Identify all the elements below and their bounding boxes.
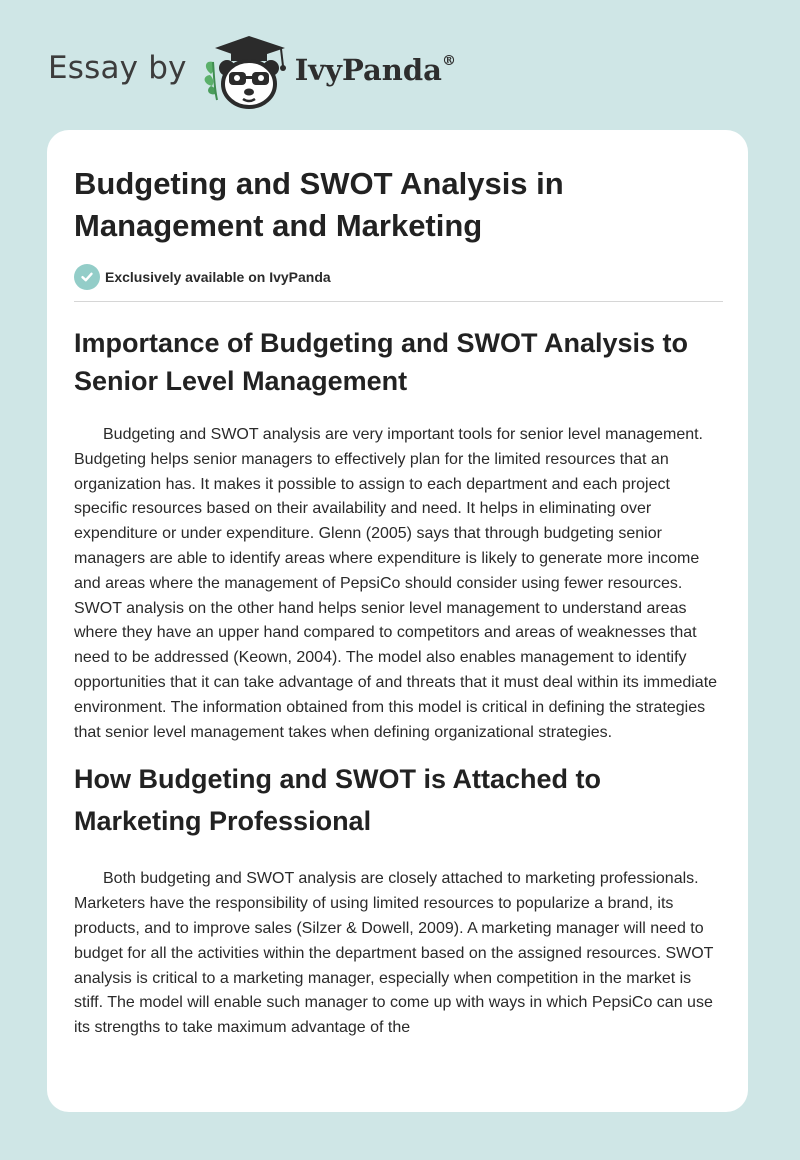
section-paragraph: Both budgeting and SWOT analysis are closely attached to marketing professionals. Marketers have the responsibility of using limited resources to popularize a brand, its products, and to improve sales (Silzer & Dowell, 2009). A marketing manager will need to budget for all the activities within the department based on the assigned resources. SWOT analysis is critical to a marketing manager, especially when competition in the market is stiff. The model will enable such manager to come up with ways in which PepsiCo can use its strengths to take maximum advantage of the [74, 870, 714, 1037]
essay-content [74, 163, 724, 1041]
section-heading: How Budgeting and SWOT is Attached to Marketing Professional [74, 764, 601, 837]
registered-mark: ® [441, 53, 456, 70]
essay-by-label: Essay by [48, 50, 187, 86]
divider [74, 301, 723, 302]
essay-card [47, 130, 748, 1112]
essay-title: Budgeting and SWOT Analysis in Management and Marketing [74, 166, 564, 243]
check-icon [74, 264, 100, 290]
brand-name[interactable]: IvyPanda® [294, 53, 456, 87]
exclusive-badge [74, 264, 724, 290]
exclusive-badge-label: Exclusively available on IvyPanda [105, 269, 331, 285]
site-header [48, 34, 456, 110]
section-paragraph: Budgeting and SWOT analysis are very important tools for senior level management. Budgeting helps senior managers to effectively plan for the limited resources that an organization has. It makes it possible to assign to each department and each project specific resources based on their availability and need. It helps in eliminating over expenditure or under expenditure. Glenn (2005) says that through budgeting senior managers are able to identify areas where expenditure is likely to generate more income and areas where the management of PepsiCo should consider using fewer resources. SWOT analysis on the other hand helps senior level management to understand areas where they have an upper hand compared to competitors and areas of weaknesses that need to be addressed (Keown, 2004). The model also enables management to identify opportunities that it can take advantage of and threats that it must deal within its immediate environment. The information obtained from this model is critical in defining the strategies that senior level management takes when defining organizational strategies. [74, 426, 718, 741]
panda-graduate-logo-icon[interactable] [201, 34, 293, 110]
section-heading: Importance of Budgeting and SWOT Analysis to Senior Level Management [74, 328, 689, 396]
